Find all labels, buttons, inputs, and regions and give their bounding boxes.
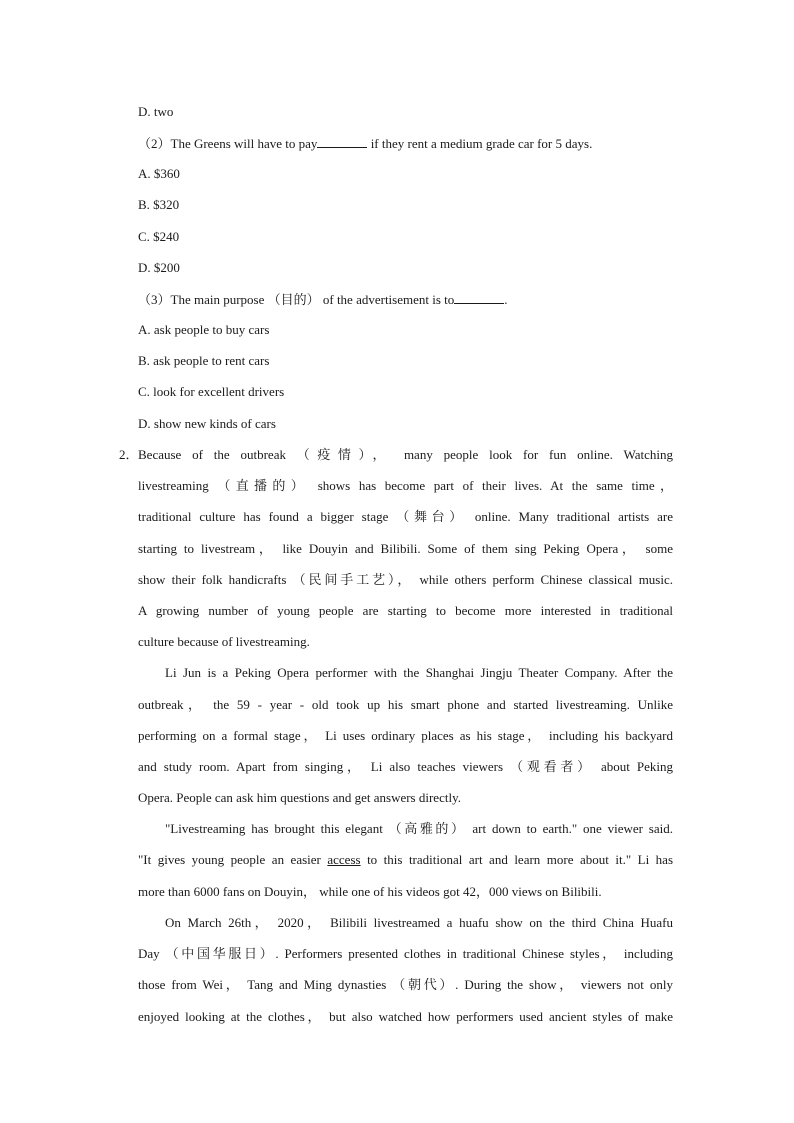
passage-line: "Livestreaming has brought this elegant （高雅的） art down to earth." one viewer said. bbox=[165, 821, 673, 836]
answer-blank bbox=[454, 290, 504, 304]
q1-3-option-b: B. ask people to rent cars bbox=[138, 353, 270, 368]
passage-line: and study room. Apart from singing， Li also teaches viewers （观看者） about Peking bbox=[138, 759, 673, 774]
answer-blank bbox=[317, 134, 367, 148]
passage-line: traditional culture has found a bigger stage （舞台） online. Many traditional artists are bbox=[138, 509, 673, 524]
q1-3-stem-start: （3）The main purpose （目的） of the advertisement is to bbox=[138, 292, 455, 307]
passage-line: livestreaming （直播的） shows has become part of their lives. At the same time， bbox=[138, 478, 673, 493]
q1-3-option-c: C. look for excellent drivers bbox=[138, 384, 285, 399]
q1-3-stem bbox=[138, 290, 673, 308]
passage-line: starting to livestream， like Douyin and Bilibili. Some of them sing Peking Opera， some bbox=[138, 541, 673, 556]
q1-2-stem-end: if they rent a medium grade car for 5 days. bbox=[367, 136, 593, 151]
passage-line: A growing number of young people are starting to become more interested in traditional bbox=[138, 603, 673, 618]
q1-3-option-a: A. ask people to buy cars bbox=[138, 322, 270, 337]
passage-line: more than 6000 fans on Douyin， while one of his videos got 42，000 views on Bilibili. bbox=[138, 884, 602, 899]
passage-line: performing on a formal stage， Li uses ordinary places as his stage， including his backyard bbox=[138, 728, 673, 743]
q1-2-option-d: D. $200 bbox=[138, 260, 180, 275]
passage-text: to this traditional art and learn more about it." Li has bbox=[360, 852, 673, 867]
passage-text: "It gives young people an easier bbox=[138, 852, 328, 867]
passage-line: enjoyed looking at the clothes， but also watched how performers used ancient styles of make bbox=[138, 1009, 673, 1024]
question-number: 2． bbox=[119, 447, 139, 462]
passage-line: Day （中国华服日）. Performers presented clothes in traditional Chinese styles， including bbox=[138, 946, 673, 961]
q1-2-stem bbox=[138, 134, 673, 152]
passage-line: Li Jun is a Peking Opera performer with the Shanghai Jingju Theater Company. After the bbox=[165, 665, 673, 680]
passage-line: Because of the outbreak （疫情）， many people look for fun online. Watching bbox=[138, 447, 673, 462]
q1-2-option-b: B. $320 bbox=[138, 197, 180, 212]
passage-line: show their folk handicrafts （民间手工艺）， while others perform Chinese classical music. bbox=[138, 572, 673, 587]
passage-line: outbreak， the 59 - year - old took up his smart phone and started livestreaming. Unlike bbox=[138, 697, 673, 712]
q1-option-d-two: D. two bbox=[138, 104, 174, 119]
q1-2-option-c: C. $240 bbox=[138, 229, 180, 244]
q1-2-stem-start: （2）The Greens will have to pay bbox=[138, 136, 318, 151]
q1-3-stem-end: . bbox=[504, 292, 508, 307]
q1-3-option-d: D. show new kinds of cars bbox=[138, 416, 276, 431]
q1-2-option-a: A. $360 bbox=[138, 166, 180, 181]
passage-line: Opera. People can ask him questions and get answers directly. bbox=[138, 790, 461, 805]
passage-line: culture because of livestreaming. bbox=[138, 634, 310, 649]
passage-line: those from Wei， Tang and Ming dynasties （朝代）. During the show， viewers not only bbox=[138, 977, 673, 992]
underlined-word-access: access bbox=[327, 852, 361, 867]
passage-line bbox=[138, 851, 673, 869]
passage-line: On March 26th， 2020， Bilibili livestreamed a huafu show on the third China Huafu bbox=[165, 915, 673, 930]
